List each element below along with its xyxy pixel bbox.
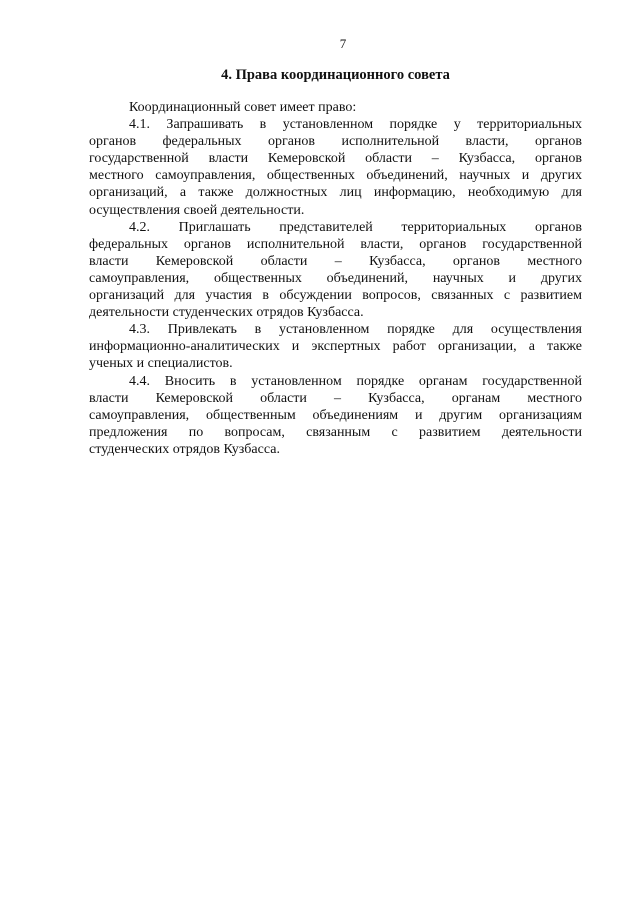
text-line: местного самоуправления, общественных объединений, научных и других xyxy=(89,168,582,184)
paragraph xyxy=(89,219,582,322)
text-line: 4.4. Вносить в установленном порядке органам государственной xyxy=(129,373,582,389)
text-line: организаций для участия в обсуждении вопросов, связанных с развитием xyxy=(89,288,582,304)
text-line: Координационный совет имеет право: xyxy=(129,100,357,115)
page-number: 7 xyxy=(339,36,347,51)
text-line: студенческих отрядов Кузбасса. xyxy=(89,441,280,457)
paragraph xyxy=(89,373,582,458)
text-line: власти Кемеровской области – Кузбасса, органам местного xyxy=(89,390,582,406)
text-line: предложения по вопросам, связанным с развитием деятельности xyxy=(89,424,582,440)
text-line: самоуправления, общественных объединений, научных и других xyxy=(89,270,582,286)
section-heading: 4. Права координационного совета xyxy=(221,67,450,83)
text-line: государственной власти Кемеровской области – Кузбасса, органов xyxy=(89,151,582,167)
paragraph xyxy=(89,99,582,116)
text-line: осуществления своей деятельности. xyxy=(89,202,305,218)
text-line: самоуправления, общественным объединениям и другим организациям xyxy=(89,407,582,423)
document-body xyxy=(89,99,582,458)
text-line: 4.2. Приглашать представителей территориальных органов xyxy=(129,219,582,235)
paragraph xyxy=(89,116,582,219)
text-line: деятельности студенческих отрядов Кузбасса. xyxy=(89,305,364,321)
text-line: 4.1. Запрашивать в установленном порядке у территориальных xyxy=(129,117,582,133)
text-line: информационно-аналитических и экспертных работ организации, а также xyxy=(89,339,582,355)
text-line: организаций, а также должностных лиц информацию, необходимую для xyxy=(89,185,582,201)
text-line: органов федеральных органов исполнительной власти, органов xyxy=(89,134,582,150)
text-line: власти Кемеровской области – Кузбасса, органов местного xyxy=(89,253,582,269)
text-line: ученых и специалистов. xyxy=(89,356,233,372)
text-line: 4.3. Привлекать в установленном порядке для осуществления xyxy=(129,322,582,338)
paragraph xyxy=(89,321,582,372)
text-line: федеральных органов исполнительной власти, органов государственной xyxy=(89,236,582,252)
